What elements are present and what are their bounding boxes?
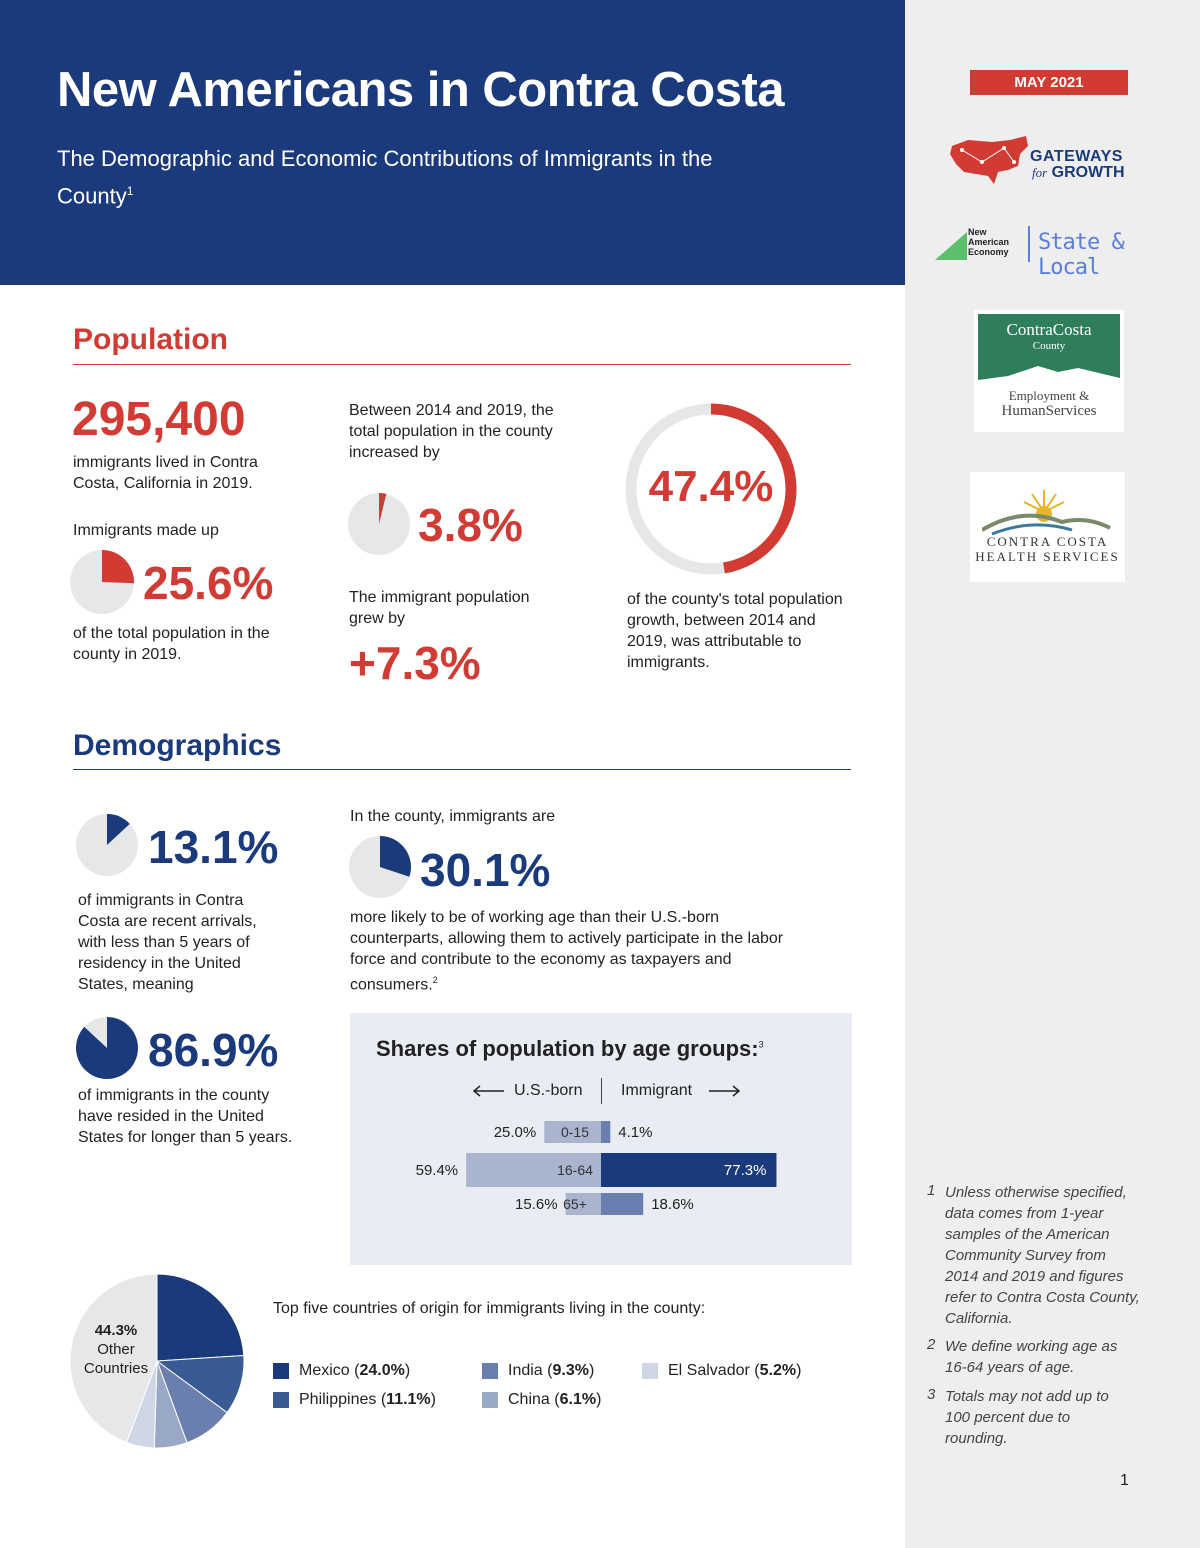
recent-pie bbox=[76, 814, 138, 876]
page-title: New Americans in Contra Costa bbox=[57, 63, 785, 117]
footnote-2: We define working age as 16-64 years of age. bbox=[945, 1338, 1118, 1376]
cchs-line2: HEALTH SERVICES bbox=[975, 549, 1120, 564]
legend-philippines: Philippines (11.1%) bbox=[299, 1391, 436, 1408]
legend-el-salvador-pct: 5.2% bbox=[759, 1362, 797, 1379]
contra-costa-ehs-logo bbox=[974, 310, 1124, 432]
working-intro: In the county, immigrants are bbox=[350, 808, 556, 825]
attribution-text: of the county's total population growth, between 2014 and 2019, was attributable to immigrants. bbox=[627, 591, 843, 671]
footnote-1: Unless otherwise specified, data comes from 1-year samples of the American Community Survey from 2014 and 2019 and figures refer to Contra Costa County, California. bbox=[945, 1184, 1140, 1327]
growth-intro: Between 2014 and 2019, the total population in the county increased by bbox=[349, 402, 554, 461]
legend-china: China (6.1%) bbox=[508, 1391, 602, 1408]
pie-slice-mexico bbox=[157, 1274, 244, 1361]
subtitle-text: The Demographic and Economic Contributions of Immigrants in the County bbox=[57, 146, 713, 209]
page-subtitle bbox=[57, 142, 777, 212]
growth-value: 3.8% bbox=[418, 499, 523, 551]
share-pie-slice bbox=[102, 550, 134, 583]
cc-ehs-line3: Employment & bbox=[1008, 388, 1090, 403]
longterm-text: of immigrants in the county have resided in the United States for longer than 5 years. bbox=[78, 1087, 293, 1146]
nae-line1: New bbox=[968, 227, 987, 237]
demographics-heading: Demographics bbox=[73, 729, 282, 762]
cchs-line1: CONTRA COSTA bbox=[986, 534, 1109, 549]
left-arrow-icon bbox=[472, 1084, 506, 1098]
nae-divider bbox=[1028, 226, 1030, 262]
working-text: more likely to be of working age than their U.S.-born counterparts, allowing them to actively participate in the labor force and contribute to the economy as taxpayers and consumers. bbox=[350, 909, 784, 994]
nae-line2: American bbox=[968, 237, 1010, 247]
legend-mexico-name: Mexico bbox=[299, 1362, 350, 1379]
immigrant-value-label: 4.1% bbox=[618, 1124, 653, 1141]
legend-china-pct: 6.1% bbox=[559, 1391, 597, 1408]
share-intro: Immigrants made up bbox=[73, 522, 219, 539]
g4g-for: for bbox=[1032, 165, 1048, 180]
mountain-icon bbox=[978, 358, 1120, 388]
longterm-pie bbox=[76, 1017, 138, 1079]
immigrant-value-label: 77.3% bbox=[723, 1162, 767, 1179]
other-label-1: Other bbox=[97, 1341, 135, 1358]
usborn-label: U.S.-born bbox=[514, 1082, 583, 1099]
immigrant-growth-intro: The immigrant population grew by bbox=[349, 589, 530, 627]
age-category-label: 65+ bbox=[563, 1196, 587, 1212]
cc-ehs-line4: HumanServices bbox=[1001, 403, 1097, 419]
legend-swatch-china bbox=[482, 1392, 498, 1408]
population-rule bbox=[73, 364, 851, 365]
working-value: 30.1% bbox=[420, 844, 551, 896]
legend-el-salvador-name: El Salvador bbox=[668, 1362, 750, 1379]
legend-swatch-india bbox=[482, 1363, 498, 1379]
recent-text: of immigrants in Contra Costa are recent arrivals, with less than 5 years of residency in the United States, meaning bbox=[78, 892, 257, 993]
working-pie bbox=[349, 836, 411, 898]
recent-value: 13.1% bbox=[148, 821, 279, 873]
legend-swatch-philippines bbox=[273, 1392, 289, 1408]
g4g-line2 bbox=[1032, 164, 1125, 182]
population-heading: Population bbox=[73, 323, 228, 356]
gateways-for-growth-logo bbox=[948, 132, 1148, 192]
attribution-value: 47.4% bbox=[648, 462, 774, 511]
longterm-value: 86.9% bbox=[148, 1024, 279, 1076]
age-chart-title-block bbox=[376, 1036, 764, 1062]
age-category-label: 16-64 bbox=[557, 1162, 593, 1178]
usborn-value-label: 25.0% bbox=[493, 1124, 537, 1141]
other-value: 44.3% bbox=[94, 1322, 138, 1339]
legend-philippines-name: Philippines bbox=[299, 1391, 377, 1408]
legend-india-pct: 9.3% bbox=[552, 1362, 589, 1379]
footnote-2-num: 2 bbox=[927, 1336, 936, 1353]
age-category-label: 0-15 bbox=[560, 1124, 590, 1140]
nae-state-local-logo bbox=[935, 226, 1165, 280]
usborn-value-label: 59.4% bbox=[415, 1162, 459, 1179]
immigrant-bar-65+ bbox=[601, 1193, 643, 1215]
legend-mexico: Mexico (24.0%) bbox=[299, 1362, 411, 1379]
cc-ehs-line1: ContraCosta bbox=[1006, 320, 1092, 339]
demographics-rule bbox=[73, 769, 851, 770]
nae-line3: Economy bbox=[968, 247, 1009, 257]
share-text: of the total population in the county in 2019. bbox=[73, 625, 270, 663]
nae-triangle-icon bbox=[935, 232, 967, 260]
other-label-2: Countries bbox=[83, 1360, 149, 1377]
legend-el-salvador: El Salvador (5.2%) bbox=[668, 1362, 802, 1379]
legend-india-name: India bbox=[508, 1362, 543, 1379]
legend-china-name: China bbox=[508, 1391, 550, 1408]
immigrant-bar-0-15 bbox=[601, 1121, 610, 1143]
footnote-3-num: 3 bbox=[927, 1386, 936, 1403]
subtitle-footnote-ref: 1 bbox=[126, 184, 134, 198]
countries-title: Top five countries of origin for immigrants living in the county: bbox=[273, 1300, 706, 1317]
immigrant-value-label: 18.6% bbox=[651, 1196, 694, 1213]
right-arrow-icon bbox=[707, 1084, 741, 1098]
legend-mexico-pct: 24.0% bbox=[359, 1362, 405, 1379]
footnote-1-num: 1 bbox=[927, 1182, 936, 1199]
page-number: 1 bbox=[1120, 1472, 1129, 1489]
us-map-icon bbox=[948, 132, 1030, 188]
immigrants-count: 295,400 bbox=[72, 393, 246, 446]
age-chart-title: Shares of population by age groups: bbox=[376, 1036, 759, 1061]
immigrant-label: Immigrant bbox=[621, 1082, 693, 1099]
chart-center-divider bbox=[601, 1078, 602, 1104]
legend-philippines-pct: 11.1% bbox=[386, 1391, 431, 1408]
usborn-value-label: 15.6% bbox=[515, 1196, 558, 1213]
sunrise-hills-icon bbox=[982, 486, 1112, 538]
legend-swatch-mexico bbox=[273, 1363, 289, 1379]
age-chart-footnote-ref: 3 bbox=[758, 1039, 764, 1050]
working-text-block bbox=[350, 907, 800, 995]
g4g-growth: GROWTH bbox=[1051, 164, 1125, 181]
footnote-3: Totals may not add up to 100 percent due to rounding. bbox=[945, 1388, 1109, 1447]
share-value: 25.6% bbox=[143, 557, 274, 609]
age-bar-chart bbox=[350, 1113, 852, 1233]
immigrant-growth-value: +7.3% bbox=[349, 637, 481, 689]
growth-pie bbox=[348, 493, 410, 555]
cc-ehs-line2: County bbox=[1032, 340, 1066, 352]
date-badge: MAY 2021 bbox=[970, 70, 1128, 95]
g4g-line1: GATEWAYS bbox=[1030, 148, 1123, 165]
immigrants-count-text: immigrants lived in Contra Costa, California in 2019. bbox=[73, 454, 258, 492]
state-local-label: State & Local bbox=[1038, 230, 1124, 280]
contra-costa-health-logo bbox=[970, 472, 1125, 582]
working-footnote-ref: 2 bbox=[432, 975, 438, 985]
share-pie bbox=[70, 550, 134, 614]
legend-india: India (9.3%) bbox=[508, 1362, 595, 1379]
legend-swatch-el-salvador bbox=[642, 1363, 658, 1379]
